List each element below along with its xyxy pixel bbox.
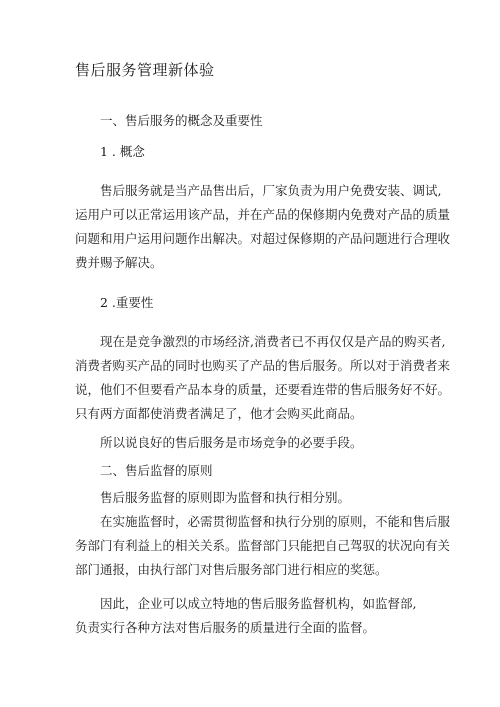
- paragraph-line: 消费者购买产品的同时也购买了产品的售后服务。所以对于消费者来: [75, 358, 451, 373]
- paragraph-line: 只有两方面都使消费者满足了，他才会购买此商品。: [75, 406, 363, 421]
- supervision-paragraph: [75, 592, 435, 640]
- section1-heading: 一、售后服务的概念及重要性: [100, 113, 263, 128]
- paragraph-line: 运用户可以正常运用该产品，并在产品的保修期内免费对产品的质量: [75, 207, 451, 222]
- principle-paragraph: [75, 510, 451, 582]
- importance-paragraph: [75, 330, 451, 426]
- paragraph-line: 说，他们不但要看产品本身的质量，还要看连带的售后服务好不好。: [75, 382, 451, 397]
- paragraph-line: 售后服务就是当产品售出后，厂家负责为用户免费安装、调试,: [100, 183, 442, 198]
- document-title: 售后服务管理新体验: [75, 61, 215, 79]
- concept-paragraph: [75, 179, 451, 275]
- paragraph-line: 费并赐予解决。: [75, 255, 163, 270]
- paragraph-line: 问题和用户运用问题作出解决。对超过保修期的产品问题进行合理收: [75, 231, 451, 246]
- paragraph-line: 现在是竞争激烈的市场经济,消费者已不再仅仅是产品的购买者,: [100, 334, 446, 349]
- conclusion-line: 所以说良好的售后服务是市场竞争的必要手段。: [100, 435, 363, 450]
- section1-sub2-heading: 2 .重要性: [100, 295, 154, 310]
- principle-line: 售后服务监督的原则即为监督和执行相分别。: [100, 490, 351, 505]
- paragraph-line: 部门通报，由执行部门对售后服务部门进行相应的奖惩。: [75, 562, 388, 577]
- section2-heading: 二、售后监督的原则: [100, 463, 213, 478]
- paragraph-line: 负责实行各种方法对售后服务的质量进行全面的监督。: [75, 620, 376, 635]
- paragraph-line: 在实施监督时，必需贯彻监督和执行分别的原则，不能和售后服: [100, 514, 451, 529]
- section1-sub1-heading: 1 . 概念: [100, 144, 145, 159]
- paragraph-line: 务部门有利益上的相关关系。监督部门只能把自己驾驭的状况向有关: [75, 538, 451, 553]
- paragraph-line: 因此，企业可以成立特地的售后服务监督机构，如监督部,: [100, 596, 417, 611]
